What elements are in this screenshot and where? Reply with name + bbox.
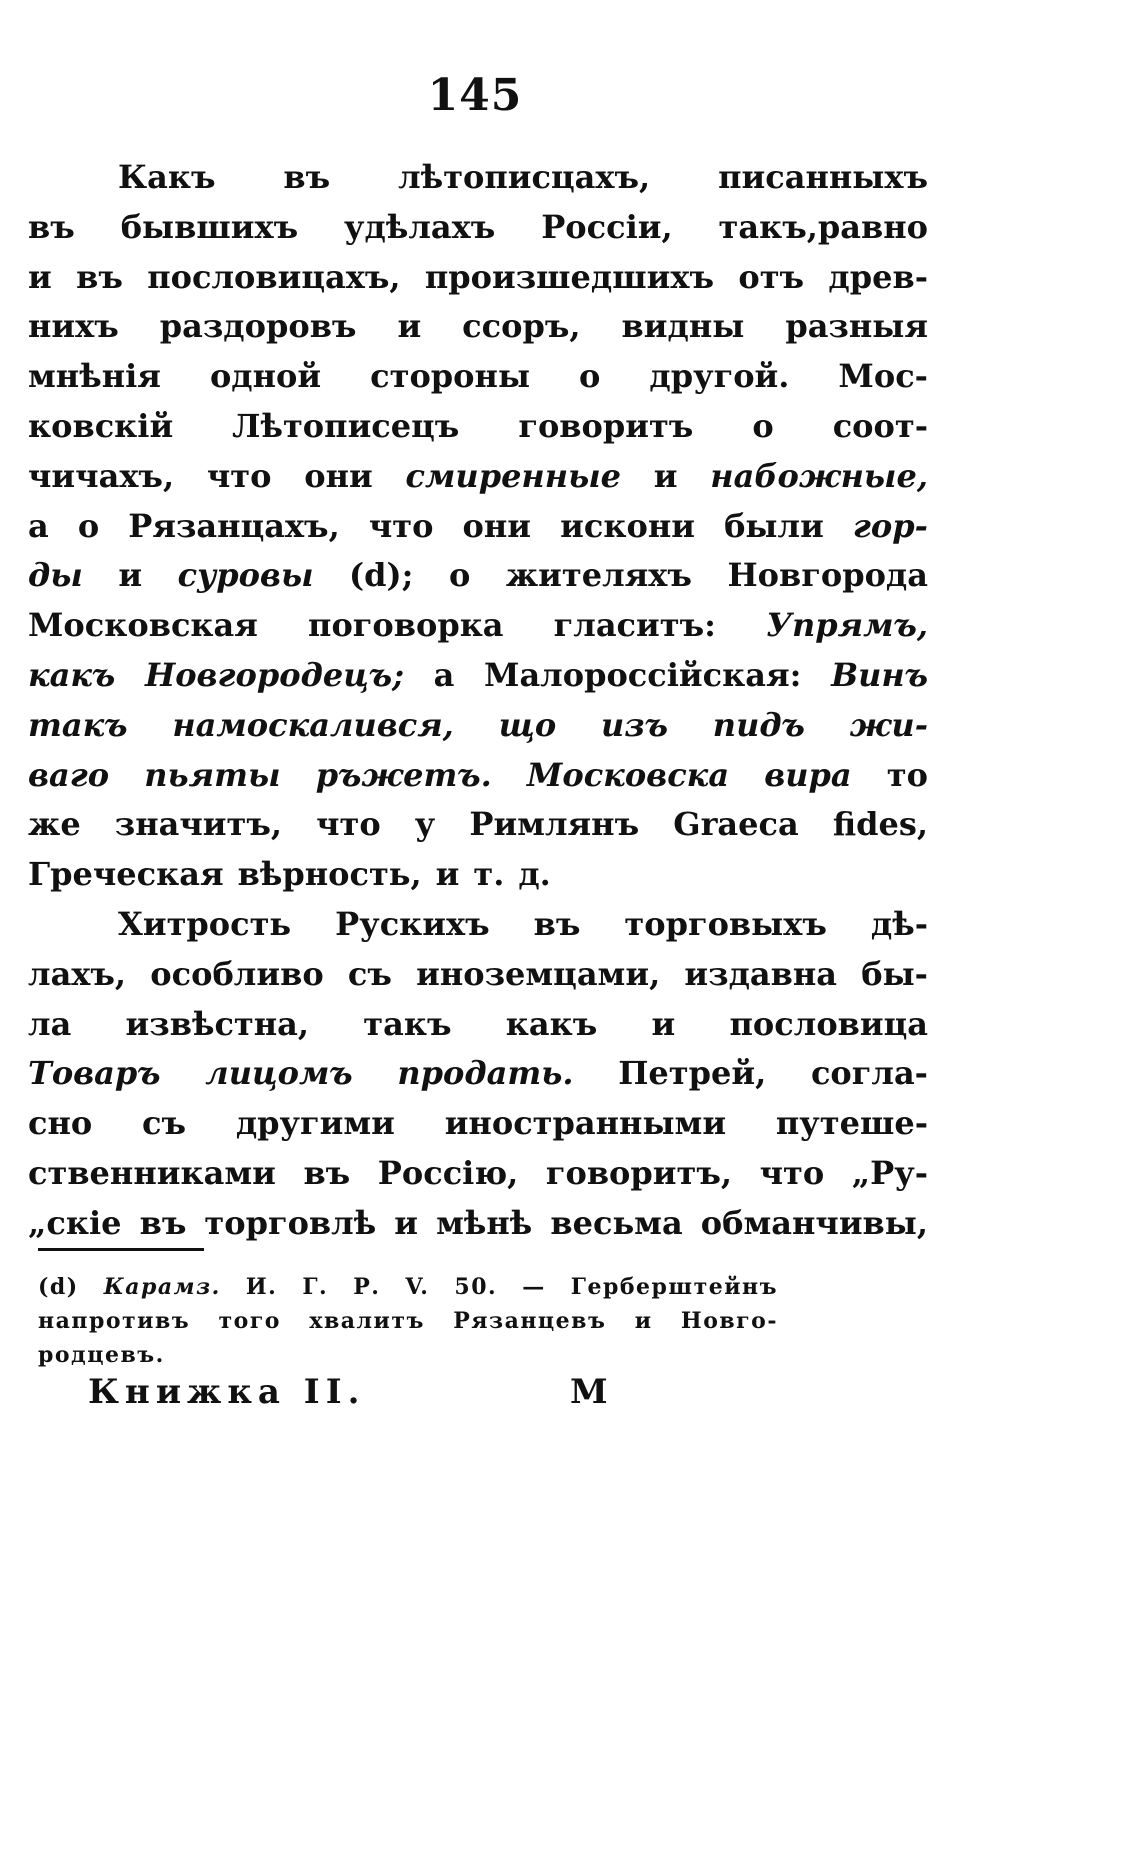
footnote-word: хвалитъ bbox=[309, 1308, 425, 1334]
footnote-word: Рязанцевъ bbox=[453, 1308, 607, 1334]
word: согла- bbox=[810, 1054, 928, 1093]
word: сно bbox=[28, 1104, 93, 1143]
word: иностранными bbox=[444, 1104, 727, 1143]
word: торговыхъ bbox=[624, 904, 827, 943]
footnote-word: Герберштейнъ bbox=[570, 1274, 778, 1300]
word: другой. bbox=[649, 357, 790, 396]
text-line bbox=[28, 1204, 928, 1254]
word: путеше- bbox=[775, 1104, 928, 1143]
word: были bbox=[724, 506, 824, 545]
word: о bbox=[579, 357, 601, 396]
word: что bbox=[759, 1153, 825, 1192]
word: особливо bbox=[150, 954, 324, 993]
word: Петрей, bbox=[618, 1054, 767, 1093]
text-line bbox=[28, 1005, 928, 1055]
word: набожные, bbox=[710, 456, 928, 495]
word: говоритъ, bbox=[545, 1153, 733, 1192]
word: иноземцами, bbox=[416, 954, 661, 993]
word: въ bbox=[76, 257, 123, 296]
word: и bbox=[394, 1203, 419, 1242]
word: искони bbox=[560, 506, 695, 545]
word: а bbox=[433, 655, 455, 694]
word: изъ bbox=[601, 705, 668, 744]
word: такъ bbox=[28, 705, 128, 744]
text-line bbox=[28, 1154, 928, 1204]
text-line bbox=[28, 307, 928, 357]
word: бывшихъ bbox=[120, 207, 299, 246]
text-line bbox=[28, 357, 928, 407]
text-line bbox=[28, 805, 928, 855]
word: що bbox=[498, 705, 557, 744]
word: дѣ- bbox=[870, 904, 928, 943]
text-line bbox=[28, 1104, 928, 1154]
text-line bbox=[28, 756, 928, 806]
word: лицомъ bbox=[205, 1054, 353, 1093]
word: что bbox=[316, 805, 381, 844]
word: ды bbox=[28, 556, 83, 595]
word: Graeca bbox=[673, 805, 799, 844]
word: смиренные bbox=[405, 456, 621, 495]
word: раздоровъ bbox=[159, 307, 357, 346]
word: пословицахъ, bbox=[147, 257, 401, 296]
word: что bbox=[206, 456, 272, 495]
word: извѣстна, bbox=[125, 1004, 310, 1043]
word: соот- bbox=[832, 406, 928, 445]
word: а bbox=[28, 506, 49, 545]
word: одной bbox=[209, 357, 322, 396]
word: поговорка bbox=[308, 606, 504, 645]
word: ръжетъ. bbox=[315, 755, 492, 794]
word: обманчивы, bbox=[700, 1203, 928, 1242]
word: значитъ, bbox=[114, 805, 283, 844]
signature-mark: M bbox=[570, 1372, 608, 1412]
word: въ bbox=[139, 1203, 187, 1242]
word: Лѣтописецъ bbox=[232, 406, 460, 445]
word: Упрямъ, bbox=[766, 606, 928, 645]
word: и bbox=[118, 556, 143, 595]
word: какъ bbox=[28, 655, 116, 694]
text-line bbox=[28, 656, 928, 706]
footnote-line bbox=[38, 1270, 778, 1304]
word: съ bbox=[347, 954, 392, 993]
word: въ bbox=[28, 207, 75, 246]
word: д. bbox=[518, 855, 551, 894]
word: лахъ, bbox=[28, 954, 127, 993]
word: пидъ bbox=[712, 705, 805, 744]
word: мнѣнія bbox=[28, 357, 161, 396]
word: Рускихъ bbox=[335, 904, 490, 943]
text-line bbox=[28, 855, 928, 905]
word: разныя bbox=[785, 307, 928, 346]
word: Московска bbox=[526, 755, 730, 794]
word: и bbox=[435, 855, 460, 894]
word: говоритъ bbox=[518, 406, 694, 445]
word: о bbox=[77, 506, 100, 545]
word: въ bbox=[303, 1153, 351, 1192]
footnote-word: Р. bbox=[353, 1274, 381, 1300]
footnote-word: 50. bbox=[454, 1274, 498, 1300]
word: ссоръ, bbox=[462, 307, 581, 346]
word: удѣлахъ bbox=[344, 207, 496, 246]
text-line bbox=[28, 457, 928, 507]
word: ковскій bbox=[28, 406, 174, 445]
word: Товаръ bbox=[28, 1054, 161, 1093]
word: съ bbox=[142, 1104, 187, 1143]
word: и bbox=[28, 257, 52, 296]
word: нихъ bbox=[28, 307, 119, 346]
word: они bbox=[462, 506, 532, 545]
word: Новгородецъ; bbox=[144, 655, 404, 694]
word: Россію, bbox=[377, 1153, 519, 1192]
word: отъ bbox=[738, 257, 805, 296]
word: пословица bbox=[729, 1004, 928, 1043]
footnote-line bbox=[38, 1304, 778, 1338]
text-line bbox=[28, 955, 928, 1005]
word: какъ bbox=[505, 1004, 598, 1043]
text-line bbox=[28, 556, 928, 606]
word: гор- bbox=[852, 506, 928, 545]
word: издавна bbox=[684, 954, 838, 993]
word: мѣнѣ bbox=[436, 1203, 533, 1242]
word: „скіе bbox=[28, 1203, 122, 1242]
word: намоскалився, bbox=[172, 705, 454, 744]
word: древ- bbox=[828, 257, 928, 296]
text-line bbox=[28, 407, 928, 457]
word: такъ bbox=[363, 1004, 452, 1043]
word: Греческая bbox=[28, 855, 224, 894]
text-line bbox=[28, 606, 928, 656]
word: въ bbox=[283, 158, 331, 196]
word: пьяты bbox=[144, 755, 281, 794]
text-line bbox=[28, 507, 928, 557]
word: продать. bbox=[397, 1054, 574, 1093]
word: ла bbox=[28, 1004, 72, 1043]
word: чичахъ, bbox=[28, 456, 175, 495]
word: жи- bbox=[849, 705, 928, 744]
word: Россіи, bbox=[541, 207, 673, 246]
word: что bbox=[368, 506, 434, 545]
word: Московская bbox=[28, 606, 258, 645]
word: ваго bbox=[28, 755, 110, 794]
footnote-word: Карамз. bbox=[103, 1274, 221, 1300]
word: они bbox=[304, 456, 373, 495]
word: то bbox=[886, 755, 928, 794]
word: видны bbox=[621, 307, 745, 346]
word: о bbox=[449, 556, 471, 595]
word: весьма bbox=[550, 1203, 683, 1242]
word: жителяхъ bbox=[505, 556, 692, 595]
text-line bbox=[28, 208, 928, 258]
word: суровы bbox=[177, 556, 314, 595]
footnote-word: Г. bbox=[302, 1274, 329, 1300]
word: Римлянъ bbox=[469, 805, 640, 844]
word: fides, bbox=[832, 805, 928, 844]
footnote-word: (d) bbox=[38, 1274, 79, 1300]
text-line bbox=[28, 158, 928, 208]
word: Рязанцахъ, bbox=[128, 506, 340, 545]
page-number: 145 bbox=[427, 70, 523, 121]
word: вира bbox=[764, 755, 852, 794]
word: и bbox=[397, 307, 422, 346]
text-line bbox=[28, 1054, 928, 1104]
text-line bbox=[28, 706, 928, 756]
word: у bbox=[414, 805, 436, 844]
word: торговлѣ bbox=[204, 1203, 377, 1242]
word: вѣрность, bbox=[237, 855, 422, 894]
footnote bbox=[38, 1270, 778, 1372]
word: о bbox=[752, 406, 774, 445]
footnote-word: и bbox=[634, 1308, 653, 1334]
footnote-rule bbox=[38, 1248, 204, 1251]
word: гласитъ: bbox=[553, 606, 716, 645]
word: „Ру- bbox=[851, 1153, 928, 1192]
footnote-word: Новго- bbox=[680, 1308, 778, 1334]
footnote-word: того bbox=[218, 1308, 281, 1334]
word: другими bbox=[235, 1104, 395, 1143]
signature-label: Книжка II. bbox=[88, 1372, 366, 1412]
footnote-word: напротивъ bbox=[38, 1308, 191, 1334]
word: Мос- bbox=[838, 357, 928, 396]
word: же bbox=[28, 805, 81, 844]
word: лѣтописцахъ, bbox=[398, 158, 651, 196]
word: Винъ bbox=[831, 655, 928, 694]
text-line bbox=[28, 905, 928, 955]
word: такъ,равно bbox=[718, 207, 928, 246]
footnote-word: родцевъ. bbox=[38, 1342, 165, 1368]
word: Малороссійская: bbox=[484, 655, 802, 694]
word: писанныхъ bbox=[718, 158, 928, 196]
word: стороны bbox=[370, 357, 531, 396]
footnote-word: — bbox=[522, 1274, 546, 1300]
word: произшедшихъ bbox=[424, 257, 714, 296]
word: и bbox=[653, 456, 678, 495]
word: Новгорода bbox=[727, 556, 928, 595]
word: т. bbox=[473, 855, 505, 894]
word: (d); bbox=[349, 556, 414, 595]
main-text bbox=[28, 158, 928, 1254]
word: ственниками bbox=[28, 1153, 276, 1192]
word: бы- bbox=[861, 954, 928, 993]
word: Хитрость bbox=[118, 904, 292, 943]
footnote-word: V. bbox=[405, 1274, 430, 1300]
footnote-line bbox=[38, 1338, 778, 1372]
word: и bbox=[651, 1004, 676, 1043]
word: въ bbox=[533, 904, 581, 943]
footnote-word: И. bbox=[245, 1274, 278, 1300]
word: Какъ bbox=[118, 158, 216, 196]
text-line bbox=[28, 258, 928, 308]
